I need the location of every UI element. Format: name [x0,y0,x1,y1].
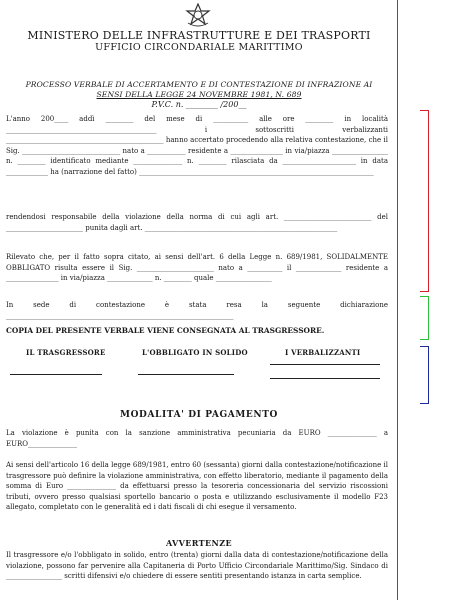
warnings-title: AVVERTENZE [166,538,232,548]
signature-line-obbligato[interactable] [138,374,234,375]
signature-label-obbligato: L'OBBLIGATO IN SOLIDO [142,348,248,357]
signature-label-trasgressore: IL TRASGRESSORE [26,348,106,357]
document-title [8,80,390,100]
paragraph-violazione: rendendosi responsabile della violazione della norma di cui agli art. _________________________ del ______________________ punita dagli art. _______________________________________________________ [6,213,391,232]
paragraph-accertamento: L'anno 200____ addì ________ del mese di __________ alle ore ________ in località ___________________________________________ i sottoscritti verbalizzanti _____________________________________________ hanno accertato procedendo alla relativa contestazione, che il Sig. ____________________________ nato a ___________ residente a _______________ in via/piazza ________________ n. ________ identificato mediante ______________ n. ________ rilasciata da _____________________ in data ____________ ha (narrazione del fatto) ___________________________________________________________________ [6,115,391,176]
pvc-number: P.V.C. n. ________ /200__ [151,100,247,109]
red-bracket-marker [420,110,429,292]
payment-section-title: MODALITA' DI PAGAMENTO [120,410,278,420]
paragraph-avvertenze: Il trasgressore e/o l'obbligato in solido, entro (trenta) giorni dalla data di contestazione/notificazione della violazione, possono far pervenire alla Capitaneria di Porto Ufficio Circondariale Marittimo/Sig. Sindaco di ________________ scritti difensivi e/o chiedere di essere sentiti presentando istanza in carta semplice. [6,551,391,580]
paragraph-dichiarazione: In sede di contestazione è stata resa la seguente dichiarazione _________________________________________________________________ [6,301,391,320]
signature-label-verbalizzanti: I VERBALIZZANTI [285,348,361,357]
signature-line-trasgressore[interactable] [10,374,102,375]
paragraph-pagamento: Ai sensi dell'articolo 16 della legge 689/1981, entro 60 (sessanta) giorni dalla contestazione/notificazione il trasgressore può definire la violazione amministrativa, con effetto liberatorio, mediante il pagamento della somma di Euro ______________ da effettuarsi presso la tesoreria concessionaria del servizio riscossioni tributi, ovvero presso qualsiasi sportello bancario o posta e utilizzando esclusivamente il modello F23 allegato, completato con le generalità ed i dati fiscali di chi esegue il versamento. [6,461,391,511]
green-bracket-marker [420,296,429,340]
title-line-1: PROCESSO VERBALE DI ACCERTAMENTO E DI CONTESTAZIONE DI INFRAZIONE AI [25,80,373,89]
paragraph-obbligato: Rilevato che, per il fatto sopra citato, ai sensi dell'art. 6 della Legge n. 689/1981, SOLIDALMENTE OBBLIGATO risulta essere il Sig. ______________________ nato a __________ il _____________ residente a _______________ in via/piazza _____________ n. ________ quale ________________ [6,253,391,282]
signature-line-verbalizzante-1[interactable] [270,364,380,365]
paragraph-sanzione: La violazione è punita con la sanzione amministrativa pecuniaria da EURO ______________ a EURO______________ [6,429,391,448]
italian-emblem-icon [185,3,211,27]
ministry-heading: MINISTERO DELLE INFRASTRUTTURE E DEI TRASPORTI [27,29,371,42]
blue-bracket-marker [420,346,429,404]
copy-notice: COPIA DEL PRESENTE VERBALE VIENE CONSEGNATA AL TRASGRESSORE. [6,326,325,335]
office-heading: UFFICIO CIRCONDARIALE MARITTIMO [95,42,303,53]
signature-line-verbalizzante-2[interactable] [270,378,380,379]
title-line-2: SENSI DELLA LEGGE 24 NOVEMBRE 1981, N. 689 [96,90,302,99]
